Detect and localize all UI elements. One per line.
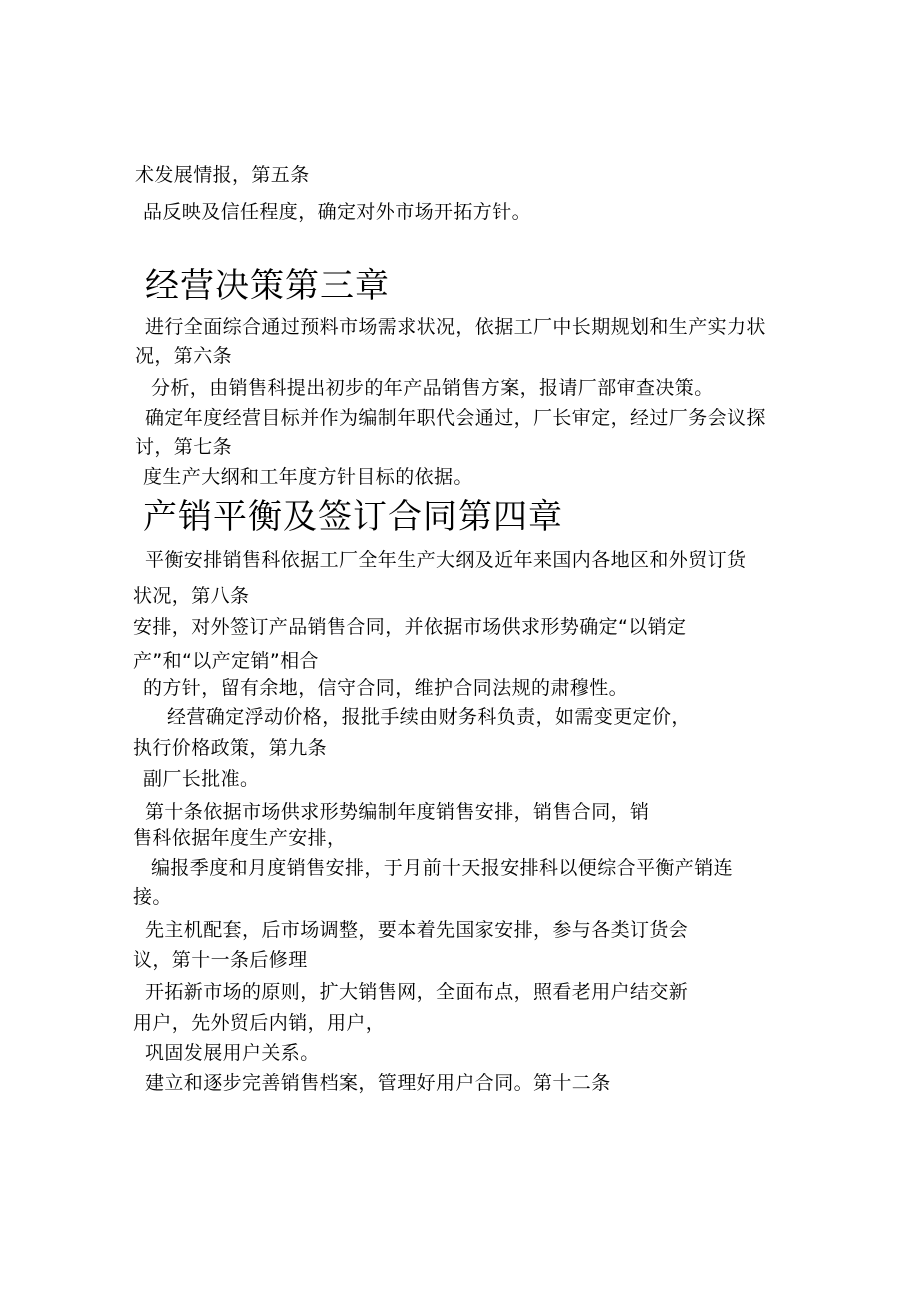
chapter-heading: 产销平衡及签订合同第四章 xyxy=(143,497,563,537)
text-line: 确定年度经营目标并作为编制年职代会通过，厂长审定，经过厂务会议探 xyxy=(145,407,766,429)
text-line: 编报季度和月度销售安排，于月前十天报安排科以便综合平衡产销连 xyxy=(151,857,734,879)
text-line: 议，第十一条后修理 xyxy=(133,949,308,971)
text-line: 分析，由销售科提出初步的年产品销售方案，报请厂部审查决策。 xyxy=(151,377,714,399)
text-line: 度生产大纲和工年度方针目标的依据。 xyxy=(143,466,473,488)
text-line: 况，第六条 xyxy=(135,345,233,367)
text-line: 的方针，留有余地，信守合同，维护合同法规的肃穆性。 xyxy=(143,677,629,699)
text-line: 状况，第八条 xyxy=(133,585,250,607)
text-line: 安排，对外签订产品销售合同，并依据市场供求形势确定“以销定 xyxy=(133,616,687,638)
text-line: 巩固发展用户关系。 xyxy=(145,1042,320,1064)
text-line: 开拓新市场的原则，扩大销售网，全面布点，照看老用户结交新 xyxy=(145,981,689,1003)
text-line: 产”和“以产定销”相合 xyxy=(133,650,319,672)
text-line: 执行价格政策，第九条 xyxy=(133,737,328,759)
text-line: 品反映及信任程度，确定对外市场开拓方针。 xyxy=(143,201,532,223)
chapter-heading: 经营决策第三章 xyxy=(145,266,390,306)
text-line: 进行全面综合通过预料市场需求状况，依据工厂中长期规划和生产实力状 xyxy=(145,316,766,338)
text-line: 术发展情报，第五条 xyxy=(135,164,310,186)
text-line: 副厂长批准。 xyxy=(143,768,260,790)
text-line: 第十条依据市场供求形势编制年度销售安排，销售合同，销 xyxy=(145,801,650,823)
text-line: 用户，先外贸后内销，用户， xyxy=(133,1012,386,1034)
text-line: 平衡安排销售科依据工厂全年生产大纲及近年来国内各地区和外贸订货 xyxy=(145,549,747,571)
text-line: 先主机配套，后市场调整，要本着先国家安排，参与各类订货会 xyxy=(145,919,689,941)
text-line: 讨，第七条 xyxy=(135,436,233,458)
text-line: 接。 xyxy=(133,886,172,908)
text-line: 售科依据年度生产安排， xyxy=(133,827,347,849)
text-line: 建立和逐步完善销售档案，管理好用户合同。第十二条 xyxy=(145,1072,611,1094)
text-line: 经营确定浮动价格，报批手续由财务科负责，如需变更定价， xyxy=(167,706,691,728)
